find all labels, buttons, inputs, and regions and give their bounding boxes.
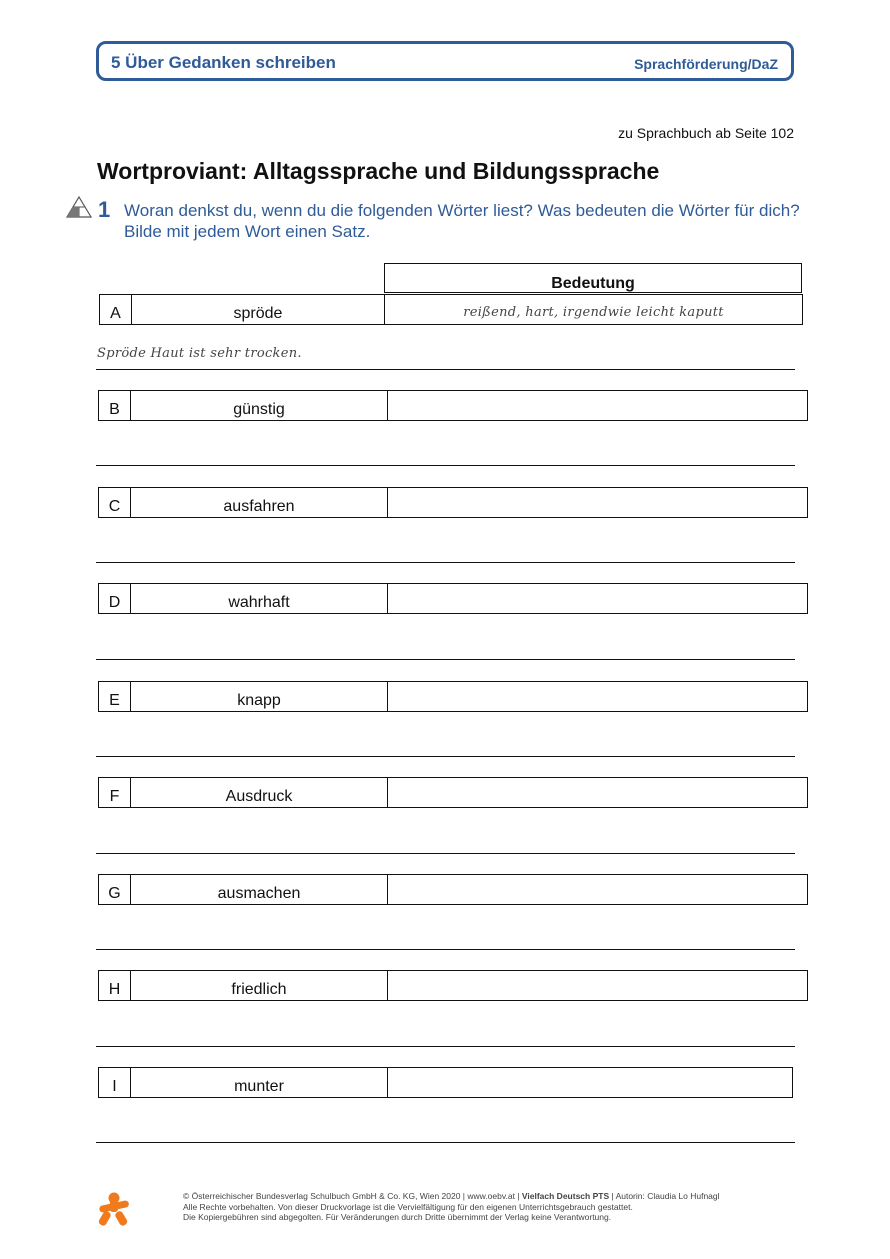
row-letter: A: [100, 295, 132, 324]
footer-line1-prefix: © Österreichischer Bundesverlag Schulbuch GmbH & Co. KG, Wien 2020 | www.oebv.at |: [183, 1191, 522, 1201]
meaning-field[interactable]: [388, 1068, 792, 1097]
sentence-write-line[interactable]: [96, 659, 795, 660]
row-word: Ausdruck: [131, 778, 388, 807]
footer-author: | Autorin: Claudia Lo Hufnagl: [609, 1191, 720, 1201]
row-word: munter: [131, 1068, 388, 1097]
meaning-field[interactable]: [388, 391, 807, 420]
task-instruction: Woran denkst du, wenn du die folgenden Wörter liest? Was bedeuten die Wörter für dich? Bilde mit jedem Wort einen Satz.: [124, 201, 800, 241]
row-letter: F: [99, 778, 131, 807]
sentence-write-line[interactable]: [96, 369, 795, 370]
row-letter: I: [99, 1068, 131, 1097]
table-row: [98, 970, 808, 1001]
publisher-logo-icon: [96, 1190, 132, 1228]
meaning-field[interactable]: [388, 875, 807, 904]
sentence-write-line[interactable]: [96, 1142, 795, 1143]
table-row: [98, 874, 808, 905]
table-row: [98, 681, 808, 712]
sentence-write-line[interactable]: [96, 1046, 795, 1047]
row-word: ausfahren: [131, 488, 388, 517]
row-letter: B: [99, 391, 131, 420]
row-word: wahrhaft: [131, 584, 388, 613]
sentence-write-line[interactable]: [96, 949, 795, 950]
meaning-column-header: Bedeutung: [384, 263, 802, 293]
sentence-write-line[interactable]: [96, 756, 795, 757]
footer-copyright: [183, 1191, 720, 1223]
row-letter: D: [99, 584, 131, 613]
row-letter: C: [99, 488, 131, 517]
footer-disclaimer: Die Kopiergebühren sind abgegolten. Für Veränderungen durch Dritte übernimmt der Verlag keine Verantwortung.: [183, 1212, 612, 1222]
table-row: [98, 777, 808, 808]
meaning-field[interactable]: [388, 584, 807, 613]
table-row: [98, 1067, 793, 1098]
row-word: günstig: [131, 391, 388, 420]
task-number: 1: [98, 197, 111, 222]
meaning-field[interactable]: reißend, hart, irgendwie leicht kaputt: [463, 305, 724, 320]
meaning-field[interactable]: [388, 488, 807, 517]
footer-product: Vielfach Deutsch PTS: [521, 1191, 610, 1201]
row-letter: G: [99, 875, 131, 904]
row-word: spröde: [132, 295, 385, 324]
table-row: [99, 294, 803, 325]
table-row: [98, 390, 808, 421]
example-sentence: Spröde Haut ist sehr trocken.: [97, 346, 302, 361]
page-title: Wortproviant: Alltagssprache und Bildungssprache: [97, 158, 660, 184]
row-word: friedlich: [131, 971, 388, 1000]
row-letter: E: [99, 682, 131, 711]
footer-rights: Alle Rechte vorbehalten. Von dieser Druckvorlage ist die Vervielfältigung für den eigenen Unterrichtsgebrauch gestattet.: [183, 1201, 633, 1212]
table-row: [98, 487, 808, 518]
sentence-write-line[interactable]: [96, 853, 795, 854]
chapter-category: Sprachförderung/DaZ: [634, 56, 778, 72]
row-word: knapp: [131, 682, 388, 711]
chapter-header: [96, 41, 794, 81]
sentence-write-line[interactable]: [96, 562, 795, 563]
row-letter: H: [99, 971, 131, 1000]
chapter-title: 5 Über Gedanken schreiben: [111, 53, 336, 72]
row-word: ausmachen: [131, 875, 388, 904]
page-reference: zu Sprachbuch ab Seite 102: [618, 125, 794, 141]
meaning-field[interactable]: [388, 778, 807, 807]
sentence-write-line[interactable]: [96, 465, 795, 466]
meaning-field[interactable]: [388, 971, 807, 1000]
difficulty-pyramid-icon: [66, 196, 92, 218]
meaning-field[interactable]: [388, 682, 807, 711]
table-row: [98, 583, 808, 614]
